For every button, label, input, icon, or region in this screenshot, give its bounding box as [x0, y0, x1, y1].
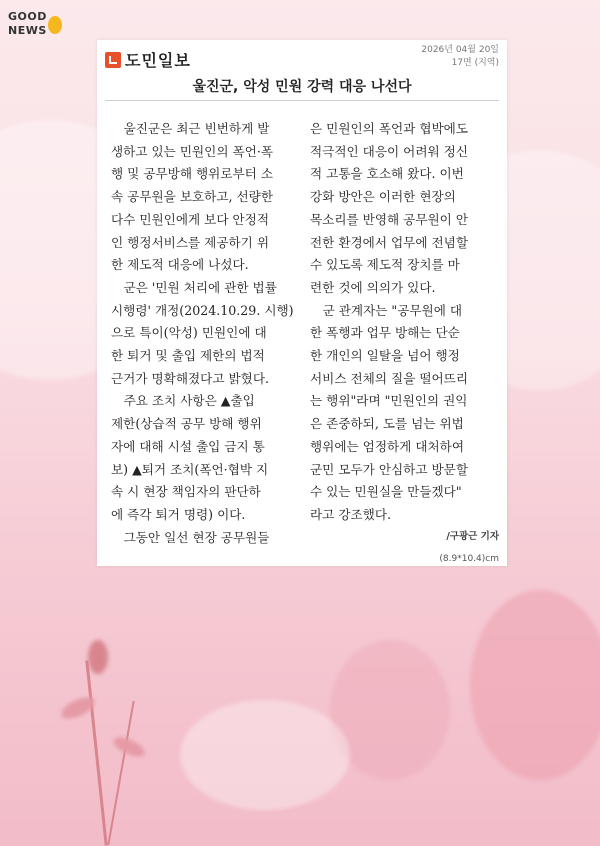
article-line: 전한 환경에서 업무에 전념할	[310, 234, 468, 250]
headline-divider	[105, 100, 499, 101]
flower-stem	[107, 701, 134, 845]
article-line: 수 있도록 제도적 장치를 마	[310, 257, 460, 273]
logo-line-2: NEWS	[8, 24, 47, 37]
publication-page: 17면 (지역)	[451, 58, 499, 68]
article-line: 근거가 명확해졌다고 밝혔다.	[111, 370, 269, 386]
newspaper-clipping	[97, 40, 507, 566]
flower-bud	[88, 640, 108, 674]
flower-bud	[111, 733, 148, 760]
article-line: 보) ▲퇴거 조치(폭언·협박 지	[111, 461, 269, 477]
article-line: 한 개인의 일탈을 넘어 행정	[310, 348, 460, 364]
logo-line-1: GOOD	[8, 10, 47, 23]
article-line: 제한(상습적 공무 방해 행위	[111, 416, 262, 432]
article-line: 속 시 현장 책임자의 판단하	[111, 484, 261, 500]
article-line: 속 공무원을 보호하고, 선량한	[111, 189, 273, 205]
background-petal	[470, 590, 600, 780]
article-line: 군 관계자는 "공무원에 대	[310, 302, 463, 318]
article-line: 은 민원인의 폭언과 협박에도	[310, 121, 468, 136]
article-byline: /구광근 기자	[446, 531, 499, 542]
article-line: 강화 방안은 이러한 현장의	[310, 189, 456, 205]
article-line: 한 퇴거 및 출입 제한의 법적	[111, 348, 265, 364]
good-news-logo	[8, 8, 68, 44]
newspaper-logo-icon	[105, 52, 121, 68]
article-line: 행위에는 엄정하게 대처하여	[310, 438, 464, 454]
article-headline: 울진군, 악성 민원 강력 대응 나선다	[192, 79, 412, 95]
article-line: 한 제도적 대응에 나섰다.	[111, 257, 249, 273]
article-line: 적극적인 대응이 어려워 정신	[310, 143, 468, 159]
publication-date: 2026년 04월 20일	[421, 45, 499, 55]
article-line: 목소리를 반영해 공무원이 안	[310, 211, 468, 227]
article-line: 은 존중하되, 도를 넘는 위법	[310, 416, 464, 432]
article-line: 군은 '민원 처리에 관한 법률	[111, 279, 277, 295]
newspaper-name: 도민일보	[125, 51, 191, 70]
article-line: 행 및 공무방해 행위로부터 소	[111, 166, 273, 182]
article-line: 에 즉각 퇴거 명령) 이다.	[111, 506, 246, 522]
article-line: 으로 특이(악성) 민원인에 대	[111, 325, 267, 341]
article-line: 자에 대해 시설 출입 금지 통	[111, 438, 265, 454]
article-line: 주요 조치 사항은 ▲출입	[111, 393, 255, 409]
clipping-size: (8.9*10.4)cm	[439, 554, 499, 564]
article-line: 서비스 전체의 질을 떨어뜨리	[310, 370, 468, 386]
article-line: 다수 민원인에게 보다 안정적	[111, 211, 269, 227]
article-column-right	[310, 118, 496, 527]
publication-meta	[421, 44, 499, 70]
article-column-left	[111, 118, 297, 549]
article-line: 시행령' 개정(2024.10.29. 시행)	[111, 302, 294, 318]
article-line: 울진군은 최근 빈번하게 발	[111, 121, 270, 136]
article-line: 생하고 있는 민원인의 폭언·폭	[111, 143, 273, 159]
article-line: 적 고통을 호소해 왔다. 이번	[310, 166, 464, 182]
article-line: 인 행정서비스를 제공하기 위	[111, 234, 269, 250]
article-line: 군민 모두가 안심하고 방문할	[310, 461, 468, 477]
masthead	[105, 48, 191, 71]
article-line: 그동안 일선 현장 공무원들	[111, 529, 270, 545]
article-line: 련한 것에 의의가 있다.	[310, 279, 436, 295]
article-line: 수 있는 민원실을 만들겠다"	[310, 484, 462, 500]
article-line: 는 행위"라며 "민원인의 권익	[310, 393, 468, 409]
article-line: 라고 강조했다.	[310, 506, 391, 522]
logo-mark-icon	[48, 16, 62, 34]
background-petal	[180, 700, 350, 810]
flower-stem	[85, 660, 107, 845]
article-line: 한 폭행과 업무 방해는 단순	[310, 325, 460, 341]
